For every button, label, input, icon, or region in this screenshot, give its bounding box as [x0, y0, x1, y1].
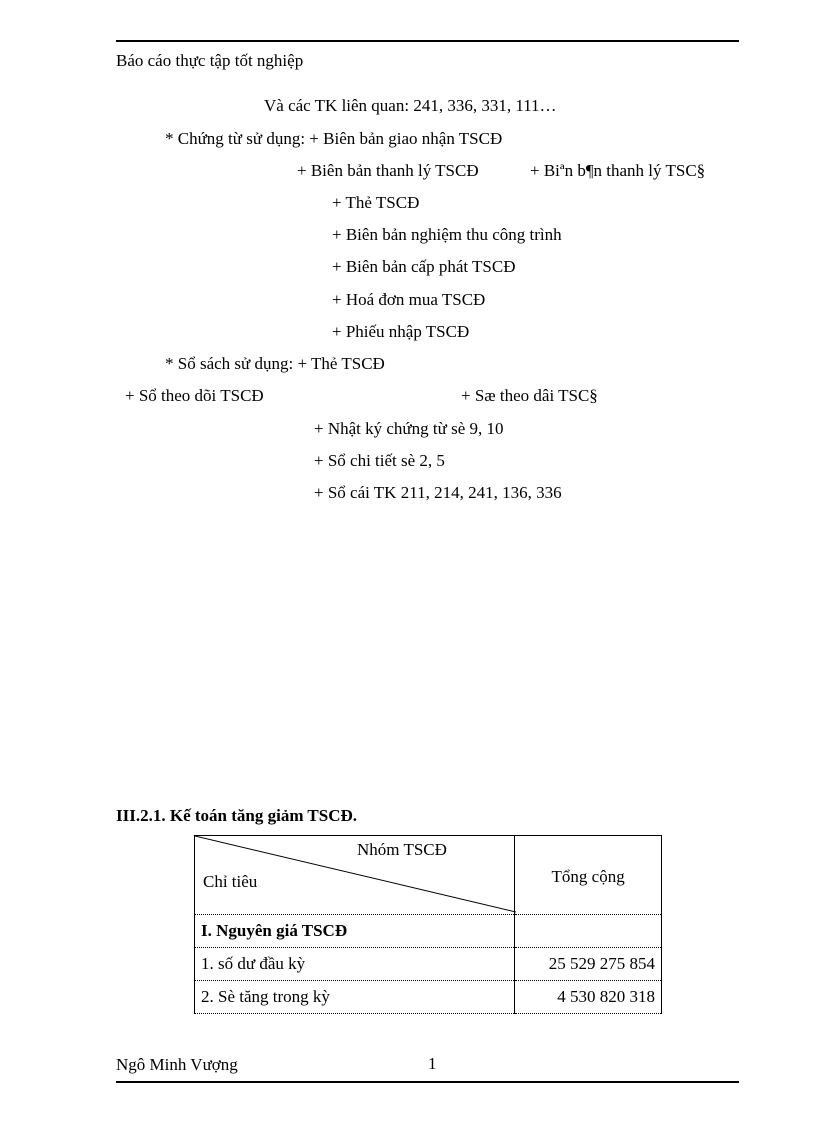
line-related-accounts: Và các TK liên quan: 241, 336, 331, 111…	[264, 96, 557, 115]
row-value: 25 529 275 854	[515, 948, 662, 981]
header-title: Báo cáo thực tập tốt nghiệp	[116, 51, 304, 70]
row-label: I. Nguyên giá TSCĐ	[195, 915, 515, 948]
line-receipt-note: + Phiếu nhập TSCĐ	[332, 322, 470, 341]
header-total: Tổng cộng	[551, 866, 625, 886]
footer-page-number: 1	[428, 1054, 437, 1073]
line-liquidation-minutes-garbled: + Biªn b¶n thanh lý TSC§	[530, 161, 706, 180]
footer-rule	[116, 1081, 739, 1083]
header-rule	[116, 40, 739, 42]
header-indicator: Chỉ tiêu	[203, 872, 258, 891]
line-journal-voucher: + Nhật ký chứng từ sè 9, 10	[314, 419, 504, 438]
line-documents-used: * Chứng từ sử dụng: + Biên bản giao nhận TSCĐ	[165, 129, 503, 148]
line-tracking-book-garbled: + Sæ theo dâi TSC§	[461, 386, 598, 405]
table-header-diagonal-cell	[195, 836, 515, 915]
line-tracking-book: + Sổ theo dõi TSCĐ	[125, 386, 264, 405]
section-heading: III.2.1. Kế toán tăng giảm TSCĐ.	[116, 806, 358, 825]
line-allocation-minutes: + Biên bản cấp phát TSCĐ	[332, 257, 516, 276]
row-label: 1. số dư đầu kỳ	[195, 948, 515, 981]
row-value	[515, 915, 662, 948]
line-detail-ledger: + Sổ chi tiết sè 2, 5	[314, 451, 445, 470]
table-row	[195, 948, 662, 981]
line-purchase-invoice: + Hoá đơn mua TSCĐ	[332, 290, 486, 309]
row-value: 4 530 820 318	[515, 981, 662, 1014]
header-asset-group: Nhóm TSCĐ	[357, 840, 447, 859]
line-general-ledger: + Sổ cái TK 211, 214, 241, 136, 336	[314, 483, 562, 502]
row-label: 2. Sè tăng trong kỳ	[195, 981, 515, 1014]
footer-author: Ngô Minh Vượng	[116, 1055, 238, 1074]
line-asset-card: + Thẻ TSCĐ	[332, 193, 420, 212]
table-header-row	[195, 836, 662, 915]
table-row	[195, 981, 662, 1014]
asset-table	[194, 835, 662, 1014]
table-header-total-cell	[515, 836, 662, 915]
line-liquidation-minutes: + Biên bản thanh lý TSCĐ	[297, 161, 479, 180]
line-books-used: * Sổ sách sử dụng: + Thẻ TSCĐ	[165, 354, 385, 373]
table-row	[195, 915, 662, 948]
line-acceptance-minutes: + Biên bản nghiệm thu công trình	[332, 225, 562, 244]
